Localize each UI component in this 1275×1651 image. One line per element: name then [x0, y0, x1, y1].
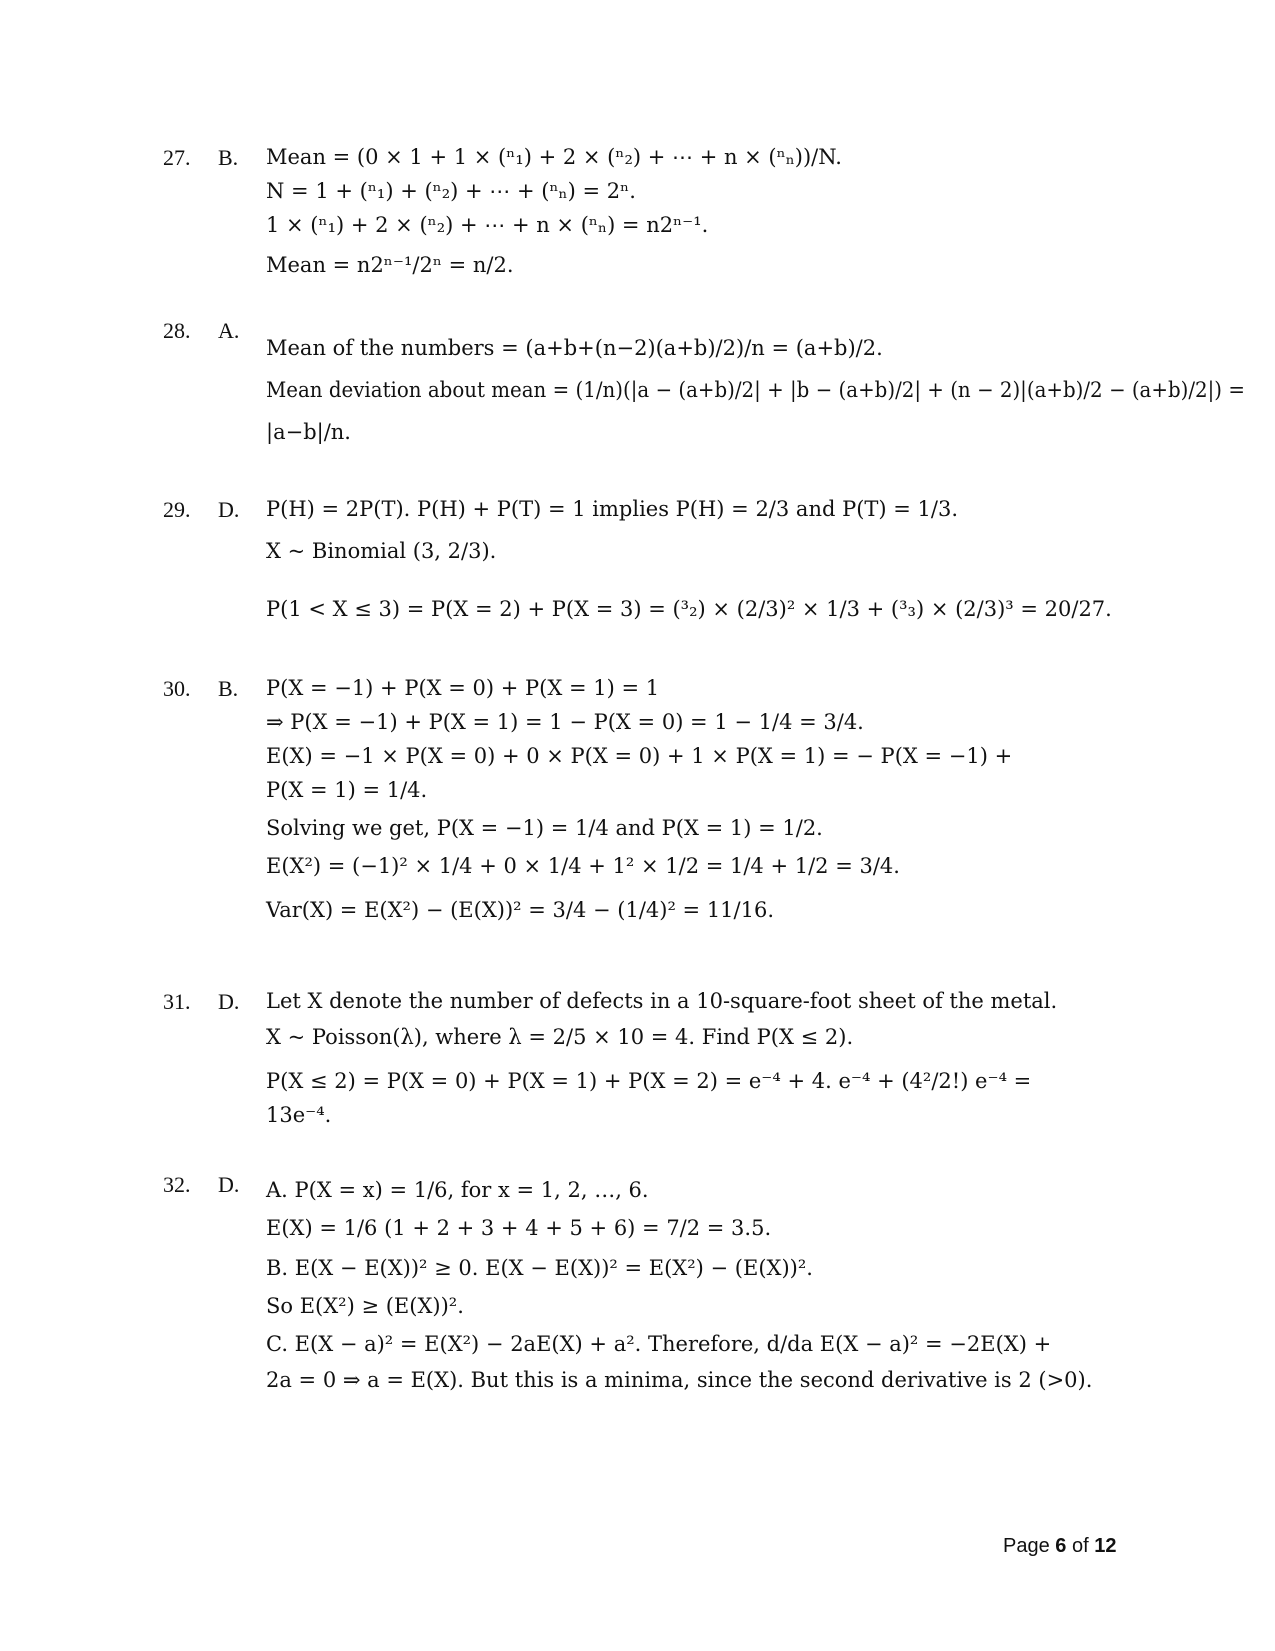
solution-line: E(X) = 1/6 (1 + 2 + 3 + 4 + 5 + 6) = 7/2 = 3.5. — [266, 1216, 772, 1240]
page-of-label: of — [1071, 1535, 1089, 1557]
solution-line: |a−b|/n. — [266, 420, 351, 444]
question-number: 27. — [163, 145, 191, 170]
solution-line: B. E(X − E(X))² ≥ 0. E(X − E(X))² = E(X²) − (E(X))². — [266, 1256, 813, 1280]
page-total-number: 12 — [1094, 1535, 1117, 1557]
solution-line: X ~ Binomial (3, 2/3). — [266, 539, 497, 563]
solution-line: P(X ≤ 2) = P(X = 0) + P(X = 1) + P(X = 2) = e⁻⁴ + 4. e⁻⁴ + (4²/2!) e⁻⁴ = — [266, 1069, 1032, 1093]
solution-line: A. P(X = x) = 1/6, for x = 1, 2, …, 6. — [266, 1178, 649, 1202]
solution-line: C. E(X − a)² = E(X²) − 2aE(X) + a². Therefore, d/da E(X − a)² = −2E(X) + — [266, 1332, 1052, 1356]
solution-line: E(X²) = (−1)² × 1/4 + 0 × 1/4 + 1² × 1/2 = 1/4 + 1/2 = 3/4. — [266, 854, 900, 878]
solution-line: So E(X²) ≥ (E(X))². — [266, 1294, 464, 1318]
solution-line: Mean deviation about mean = (1/n)(|a − (a+b)/2| + |b − (a+b)/2| + (n − 2)|(a+b)/2 − (a+b)/2|) = — [266, 378, 1245, 402]
question-number: 28. — [163, 318, 191, 343]
solution-line: Mean of the numbers = (a+b+(n−2)(a+b)/2)/n = (a+b)/2. — [266, 336, 883, 360]
solution-line: Var(X) = E(X²) − (E(X))² = 3/4 − (1/4)² = 11/16. — [266, 898, 775, 922]
answer-choice: D. — [218, 1172, 240, 1197]
answer-choice: D. — [218, 497, 240, 522]
solution-line: X ~ Poisson(λ), where λ = 2/5 × 10 = 4. Find P(X ≤ 2). — [266, 1025, 854, 1049]
answer-choice: B. — [218, 145, 239, 170]
solution-line: N = 1 + (ⁿ₁) + (ⁿ₂) + ⋯ + (ⁿₙ) = 2ⁿ. — [266, 179, 636, 203]
question-number: 29. — [163, 497, 191, 522]
answer-choice: B. — [218, 676, 239, 701]
solution-line: Solving we get, P(X = −1) = 1/4 and P(X = 1) = 1/2. — [266, 816, 823, 840]
page-footer — [1003, 1535, 1116, 1558]
solution-line: P(X = −1) + P(X = 0) + P(X = 1) = 1 — [266, 676, 660, 700]
answer-choice: A. — [218, 318, 240, 343]
solution-line: Mean = n2ⁿ⁻¹/2ⁿ = n/2. — [266, 253, 514, 277]
question-number: 31. — [163, 989, 191, 1014]
solution-line: P(H) = 2P(T). P(H) + P(T) = 1 implies P(H) = 2/3 and P(T) = 1/3. — [266, 497, 959, 521]
solution-line: P(X = 1) = 1/4. — [266, 778, 428, 802]
solution-line: Mean = (0 × 1 + 1 × (ⁿ₁) + 2 × (ⁿ₂) + ⋯ + n × (ⁿₙ))/N. — [266, 145, 842, 169]
solution-line: 2a = 0 ⇒ a = E(X). But this is a minima, since the second derivative is 2 (>0). — [266, 1368, 1093, 1392]
solution-line: Let X denote the number of defects in a 10-square-foot sheet of the metal. — [266, 989, 1058, 1013]
solution-line: P(1 < X ≤ 3) = P(X = 2) + P(X = 3) = (³₂) × (2/3)² × 1/3 + (³₃) × (2/3)³ = 20/27. — [266, 597, 1112, 621]
solution-line: ⇒ P(X = −1) + P(X = 1) = 1 − P(X = 0) = 1 − 1/4 = 3/4. — [266, 710, 864, 734]
page-current-number: 6 — [1055, 1535, 1067, 1557]
page-label: Page — [1003, 1535, 1050, 1557]
question-number: 32. — [163, 1172, 191, 1197]
answer-choice: D. — [218, 989, 240, 1014]
solution-line: 13e⁻⁴. — [266, 1103, 332, 1127]
question-number: 30. — [163, 676, 191, 701]
solution-line: E(X) = −1 × P(X = 0) + 0 × P(X = 0) + 1 × P(X = 1) = − P(X = −1) + — [266, 744, 1013, 768]
solution-line: 1 × (ⁿ₁) + 2 × (ⁿ₂) + ⋯ + n × (ⁿₙ) = n2ⁿ⁻¹. — [266, 213, 709, 237]
